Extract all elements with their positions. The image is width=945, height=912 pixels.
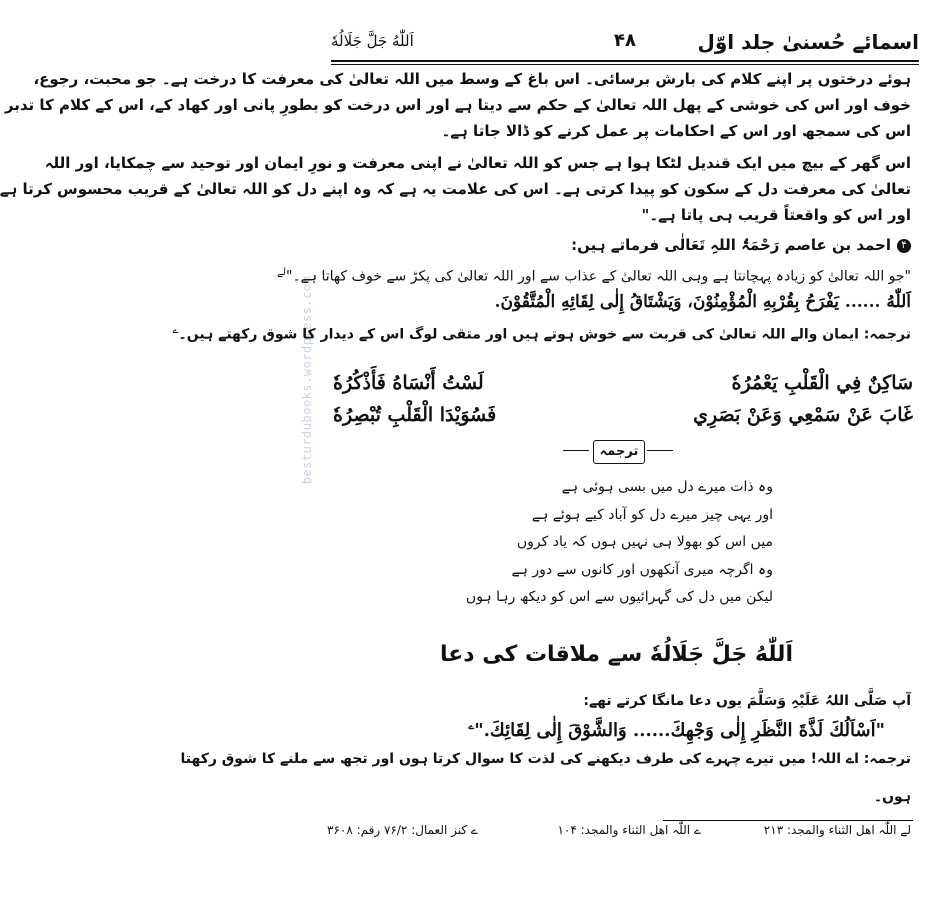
poem-line: میں اس کو بھولا ہی نہیں ہوں کہ یاد کروں bbox=[516, 534, 773, 550]
body-line: خوف اور اس کی خوشی کے پھل اللہ تعالیٰ کے حکم سے دیتا ہے اور اس درخت کو بطورِ پانی اور کھاد کے، اس کے کلام کا تدبر bbox=[4, 96, 911, 114]
quote-text: "جو اللہ تعالیٰ کو زیادہ پہچانتا ہے وہی اللہ تعالیٰ کے عذاب سے اور اللہ تعالیٰ کی پکڑ سے خوف کھاتا ہے۔" bbox=[286, 268, 911, 285]
translation-text: ترجمہ: ایمان والے اللہ تعالیٰ کی قربت سے خوش ہوتے ہیں اور متقی لوگ اس کے دیدار کا شوق رکھتے ہیں۔ bbox=[178, 326, 911, 343]
dua-intro: آپ صَلَّی اللہُ عَلَیْہِ وَسَلَّمَ یوں دعا مانگا کرتے تھے: bbox=[583, 693, 911, 709]
translation-line: ہوں۔ bbox=[873, 789, 911, 805]
footnote-marker: ے bbox=[468, 721, 475, 732]
translation-line: ترجمہ: اے اللہ! میں تیرے چہرے کی طرف دیکھنے کی لذت کا سوال کرتا ہوں اور تجھ سے ملنے کا شوق رکھتا bbox=[180, 751, 911, 767]
footnote: ے کنز العمال: ۷۶/۲ رقم: ۳۶۰۸ bbox=[327, 823, 478, 837]
footnote-marker: ے bbox=[172, 325, 179, 336]
body-line: تعالیٰ کی معرفت دل کے سکون کو پیدا کرتی ہے۔ اس کی علامت یہ ہے کہ وہ اپنے دل کو اللہ تعالیٰ کے قریب محسوس کرتا ہے bbox=[0, 180, 911, 198]
watermark-text: besturdubooks.wordpress.com bbox=[300, 275, 314, 485]
footnote: ے اللّٰہ اھل الثناء والمجد: ۱۰۴ bbox=[557, 823, 701, 837]
body-line: اس کی سمجھ اور اس کے احکامات پر عمل کرنے کو ڈالا جاتا ہے۔ bbox=[441, 122, 911, 140]
badge-ornament bbox=[647, 450, 673, 451]
quote-line bbox=[277, 260, 911, 290]
numbered-bullet: ۴ bbox=[897, 239, 911, 253]
body-line: اس گھر کے بیچ میں ایک قندیل لٹکا ہوا ہے جس کو اللہ تعالیٰ نے اپنی معرفت و نورِ ایمان اور توحید سے چمکایا، اور اللہ bbox=[44, 154, 911, 172]
verse-hemistich: لَسْتُ أَنْسَاهُ فَأَذْكُرُهٗ bbox=[333, 372, 484, 394]
poem-line: وہ اگرچہ میری آنکھوں اور کانوں سے دور ہے bbox=[511, 562, 773, 578]
badge-ornament bbox=[563, 450, 589, 451]
running-header bbox=[331, 28, 919, 62]
page-number: ۴۸ bbox=[614, 30, 636, 51]
footnotes bbox=[327, 823, 911, 845]
header-rule-thin bbox=[331, 64, 919, 65]
quote-intro: احمد بن عاصم رَحْمَۃُ اللہِ تَعَالٰی فرماتے ہیں: bbox=[571, 236, 891, 254]
dua-text: "اَسْاَلُكَ لَذَّةَ النَّظَرِ إِلٰى وَجْهِكَ...... وَالشَّوْقَ إِلٰى لِقَائِكَ." bbox=[474, 720, 885, 741]
quote-attribution bbox=[327, 232, 911, 258]
verse-row bbox=[333, 372, 913, 402]
verse-row bbox=[333, 404, 913, 434]
poem-line: لیکن میں دل کی گہرائیوں سے اس کو دیکھ رہا ہوں bbox=[465, 589, 773, 605]
arabic-quote: اَللّٰهُ ...... يَفْرَحُ بِقُرْبِهِ الْمُؤْمِنُوْنَ، وَيَشْتَاقُ إِلٰى لِقَائِهِ الْمُتَّقُوْنَ. bbox=[494, 292, 911, 312]
header-rule bbox=[331, 60, 919, 62]
poem-line: اور یہی چیز میرے دل کو آباد کیے ہوئے ہے bbox=[531, 507, 773, 523]
translation-line bbox=[172, 318, 911, 348]
divine-name-header: اَللّٰهُ جَلَّ جَلَالُهٗ bbox=[331, 32, 414, 50]
badge-label: ترجمہ bbox=[593, 440, 645, 464]
poem-line: وہ ذات میرے دل میں بسی ہوئی ہے bbox=[561, 479, 773, 495]
body-line: اور اس کو واقعتاً قریب ہی پاتا ہے۔" bbox=[641, 206, 911, 224]
translation-badge bbox=[563, 440, 673, 466]
body-line: ہوئے درختوں پر اپنے کلام کی بارش برسائی۔ اس باغ کے وسط میں اللہ تعالیٰ کی معرفت کا درخت ہے۔ جو محبت، رجوع، bbox=[33, 70, 911, 88]
verse-hemistich: سَاكِنٌ فِي الْقَلْبِ يَعْمُرُهٗ bbox=[731, 372, 913, 394]
verse-hemistich: غَابَ عَنْ سَمْعِي وَعَنْ بَصَرِي bbox=[693, 404, 913, 426]
footnote-marker: لے bbox=[277, 267, 286, 278]
section-heading: اَللّٰهُ جَلَّ جَلَالُهٗ سے ملاقات کی دعا bbox=[440, 642, 793, 667]
footnote-rule bbox=[663, 820, 913, 821]
book-title: اسمائے حُسنیٰ جلد اوّل bbox=[697, 30, 919, 54]
dua-line bbox=[327, 712, 885, 746]
footnote: لے اللّٰہ اھل الثناء والمجد: ۲۱۳ bbox=[763, 823, 911, 837]
verse-hemistich: فَسُوَيْدَا الْقَلْبِ تُبْصِرُهٗ bbox=[333, 404, 497, 426]
